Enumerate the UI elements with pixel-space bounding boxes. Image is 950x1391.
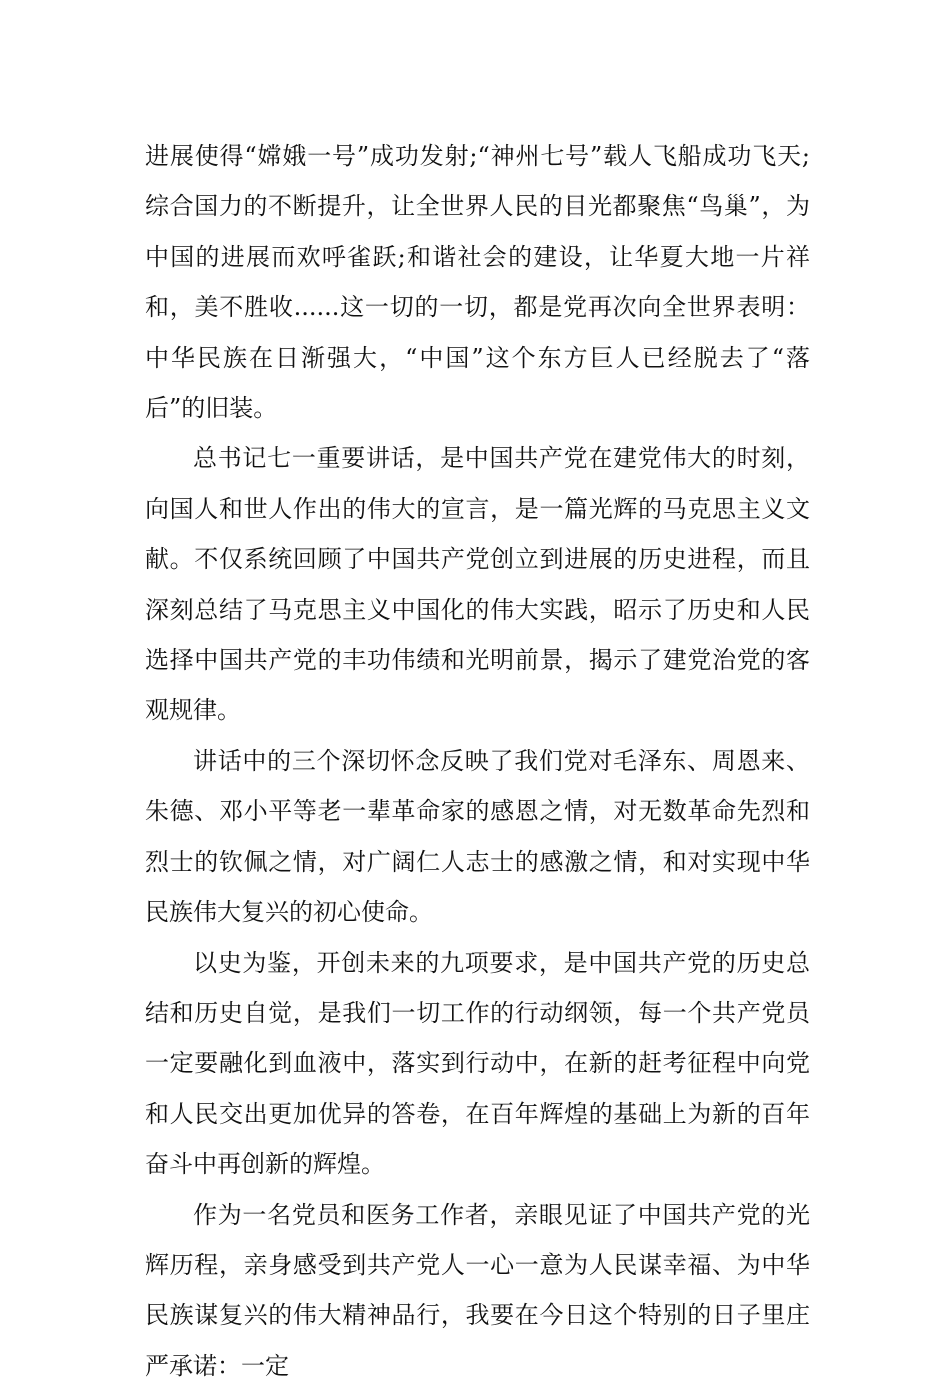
document-body xyxy=(145,131,810,1391)
paragraph-4: 以史为鉴，开创未来的九项要求，是中国共产党的历史总结和历史自觉，是我们一切工作的行动纲领，每一个共产党员一定要融化到血液中，落实到行动中，在新的赶考征程中向党和人民交出更加优异的答卷，在百年辉煌的基础上为新的百年奋斗中再创新的辉煌。 xyxy=(145,948,810,1179)
paragraph-3: 讲话中的三个深切怀念反映了我们党对毛泽东、周恩来、朱德、邓小平等老一辈革命家的感恩之情，对无数革命先烈和烈士的钦佩之情，对广阔仁人志士的感激之情，和对实现中华民族伟大复兴的初心使命。 xyxy=(145,746,810,927)
paragraph-5: 作为一名党员和医务工作者，亲眼见证了中国共产党的光辉历程，亲身感受到共产党人一心一意为人民谋幸福、为中华民族谋复兴的伟大精神品行，我要在今日这个特别的日子里庄严承诺：一定 xyxy=(145,1200,810,1380)
paragraph-2: 总书记七一重要讲话，是中国共产党在建党伟大的时刻，向国人和世人作出的伟大的宣言，是一篇光辉的马克思主义文献。不仅系统回顾了中国共产党创立到进展的历史进程，而且深刻总结了马克思主义中国化的伟大实践，昭示了历史和人民选择中国共产党的丰功伟绩和光明前景，揭示了建党治党的客观规律。 xyxy=(145,444,810,725)
paragraph-1: 进展使得“嫦娥一号”成功发射;“神州七号”载人飞船成功飞天;综合国力的不断提升，让全世界人民的目光都聚焦“鸟巢”，为中国的进展而欢呼雀跃;和谐社会的建设，让华夏大地一片祥和，美不胜收......这一切的一切，都是党再次向全世界表明：中华民族在日渐强大，“中国”这个东方巨人已经脱去了“落后”的旧装。 xyxy=(145,142,810,423)
